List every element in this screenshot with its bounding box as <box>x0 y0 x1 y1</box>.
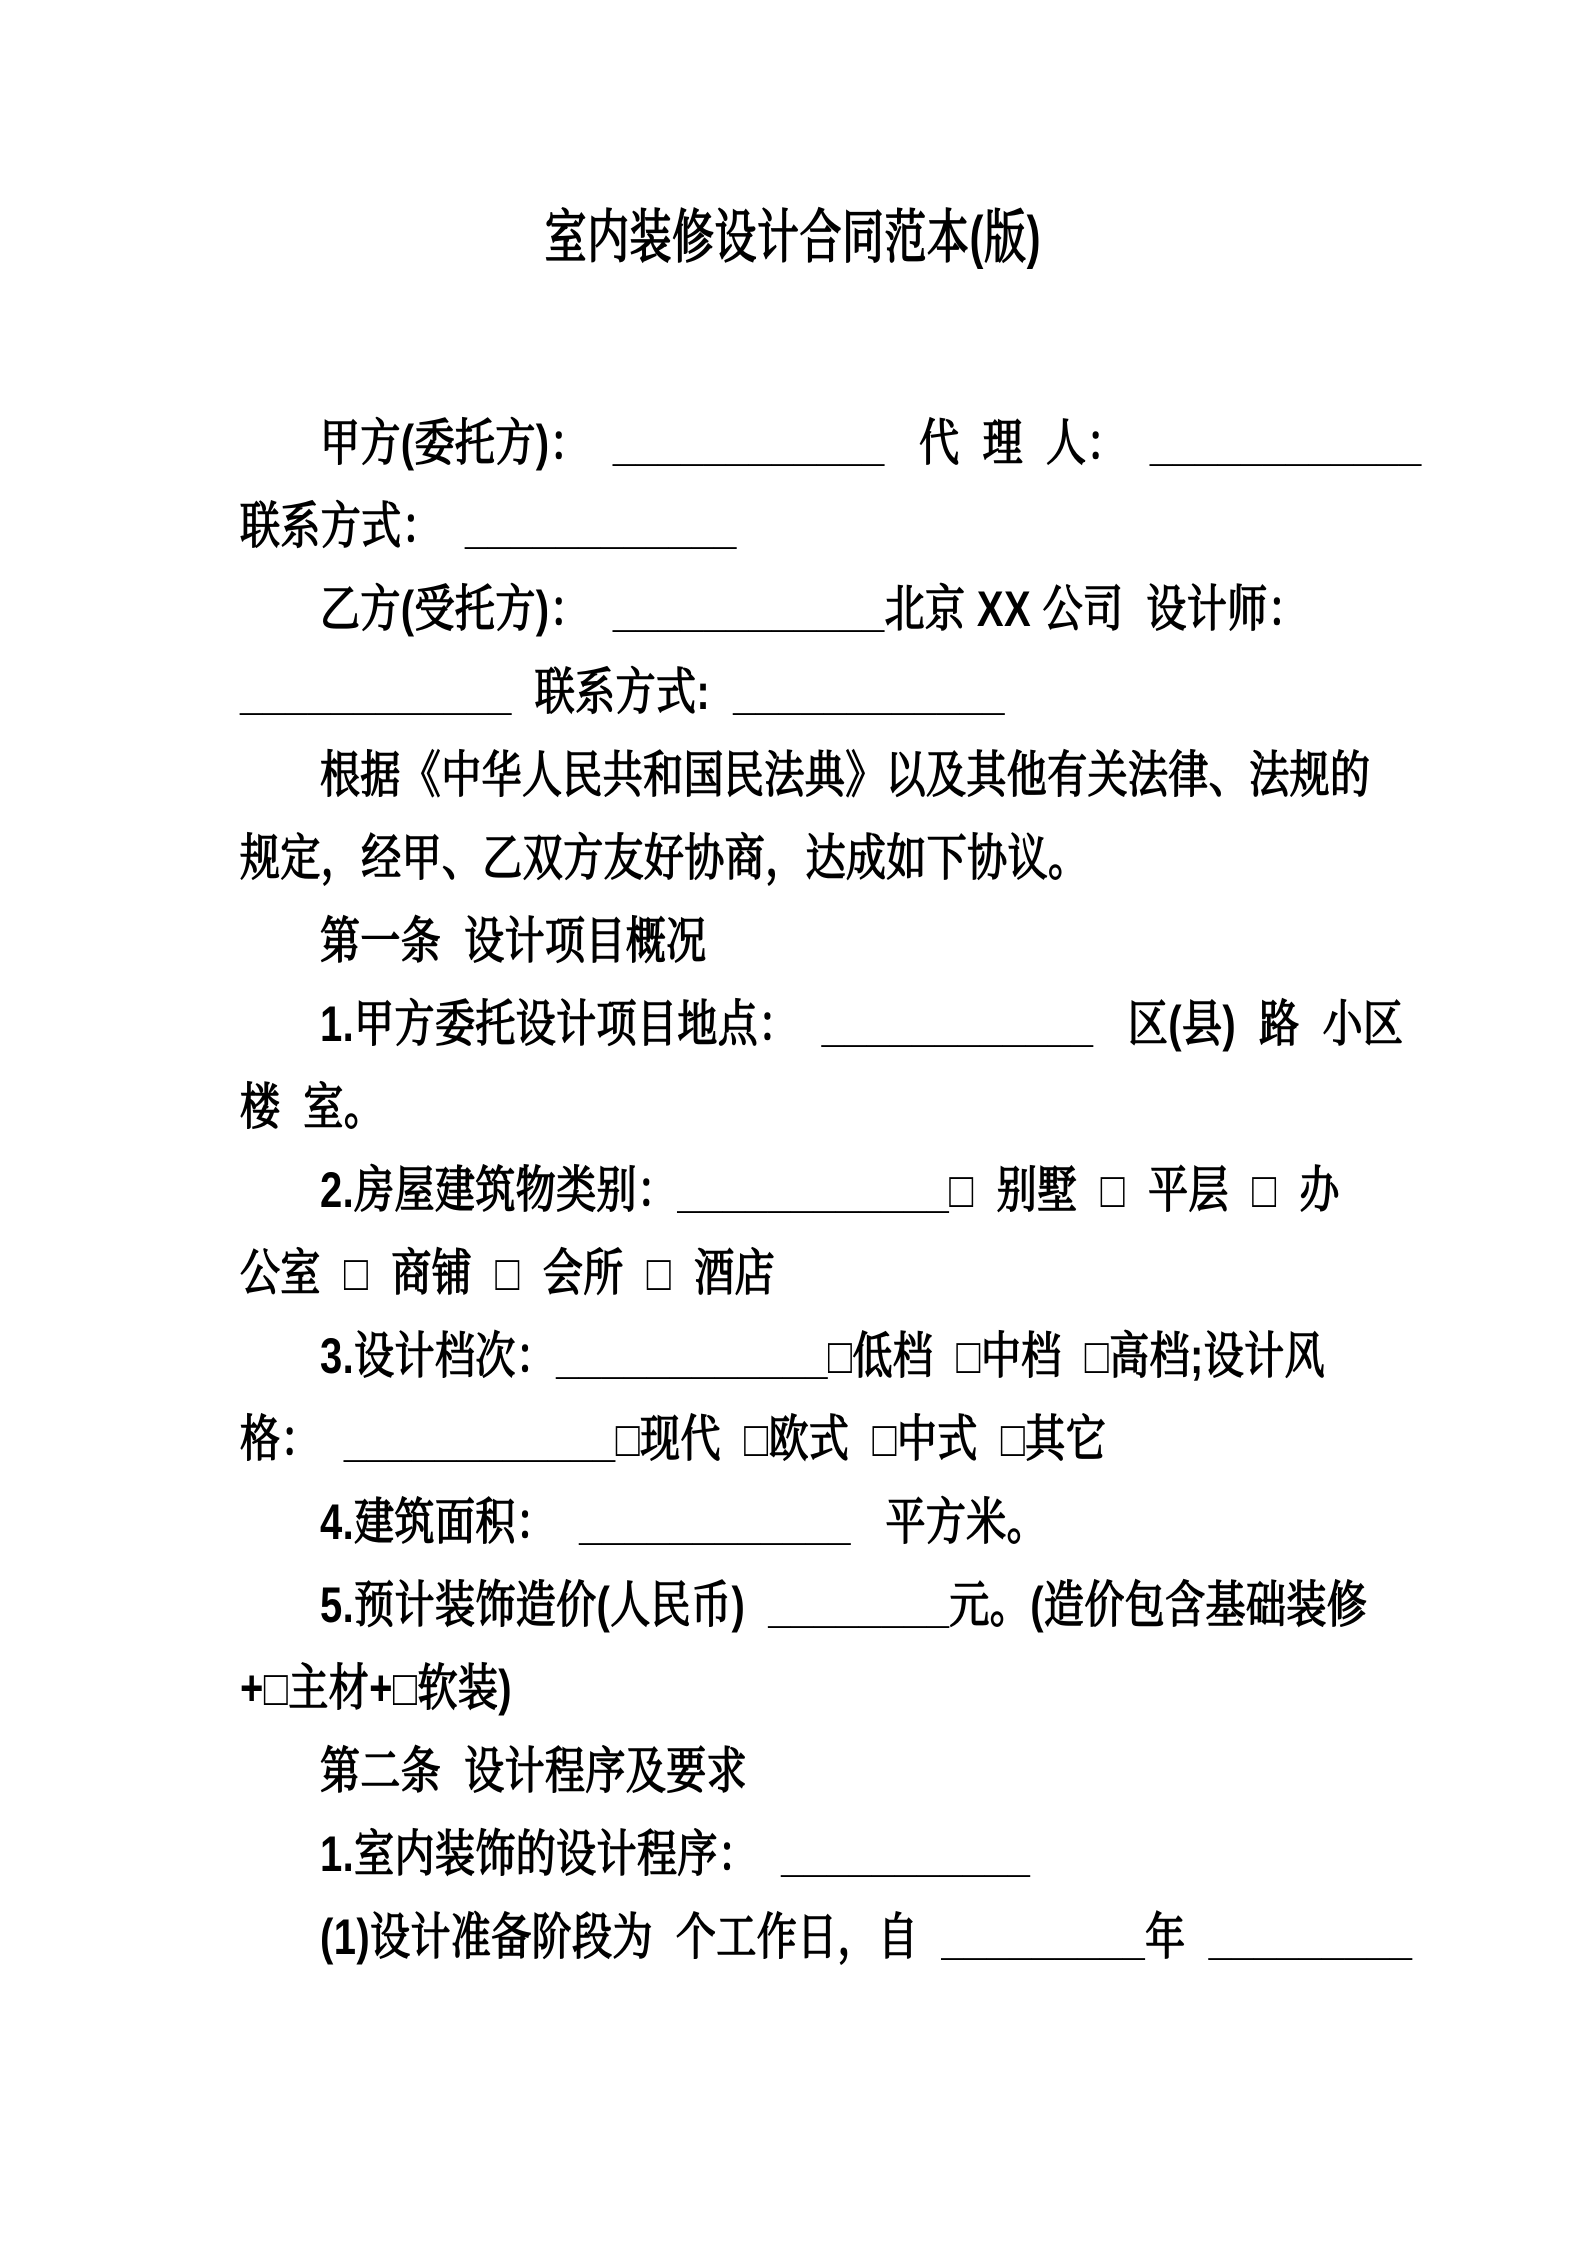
text-line: 1.甲方委托设计项目地点： ____________ 区(县) 路 小区 <box>320 996 1404 1052</box>
text-line: 第一条 设计项目概况 <box>320 913 707 969</box>
text-line: 乙方(受托方)： ____________北京 XX 公司 设计师： <box>320 581 1309 637</box>
text-line: 规定，经甲、乙双方友好协商，达成如下协议。 <box>240 830 1089 886</box>
text-line: 楼 室。 <box>240 1079 385 1135</box>
text-line: 第二条 设计程序及要求 <box>320 1743 748 1799</box>
text-line: 2.房屋建筑物类别：____________□ 别墅 □ 平层 □ 办 <box>320 1162 1340 1218</box>
text-line: 根据《中华人民共和国民法典》以及其他有关法律、法规的 <box>320 747 1371 803</box>
text-line: +□主材+□软装) <box>240 1660 512 1716</box>
text-line: 公室 □ 商铺 □ 会所 □ 酒店 <box>240 1245 776 1301</box>
document-title: 室内装修设计合同范本(版) <box>544 205 1042 270</box>
text-line: 联系方式： ____________ <box>240 498 737 554</box>
document-body <box>240 402 1586 1979</box>
text-line: 3.设计档次：____________□低档 □中档 □高档;设计风 <box>320 1328 1325 1384</box>
text-line: 4.建筑面积： ____________ 平方米。 <box>320 1494 1048 1550</box>
text-line: 5.预计装饰造价(人民币) ________元。(造价包含基础装修 <box>320 1577 1368 1633</box>
text-line: 1.室内装饰的设计程序： ___________ <box>320 1826 1031 1882</box>
text-line: 格： ____________□现代 □欧式 □中式 □其它 <box>240 1411 1107 1467</box>
text-line: ____________ 联系方式: ____________ <box>240 664 1005 720</box>
text-line: (1)设计准备阶段为 个工作日，自 _________年 _________ <box>320 1909 1413 1965</box>
text-line: 甲方(委托方)： ____________ 代 理 人： ____________ <box>320 415 1422 471</box>
